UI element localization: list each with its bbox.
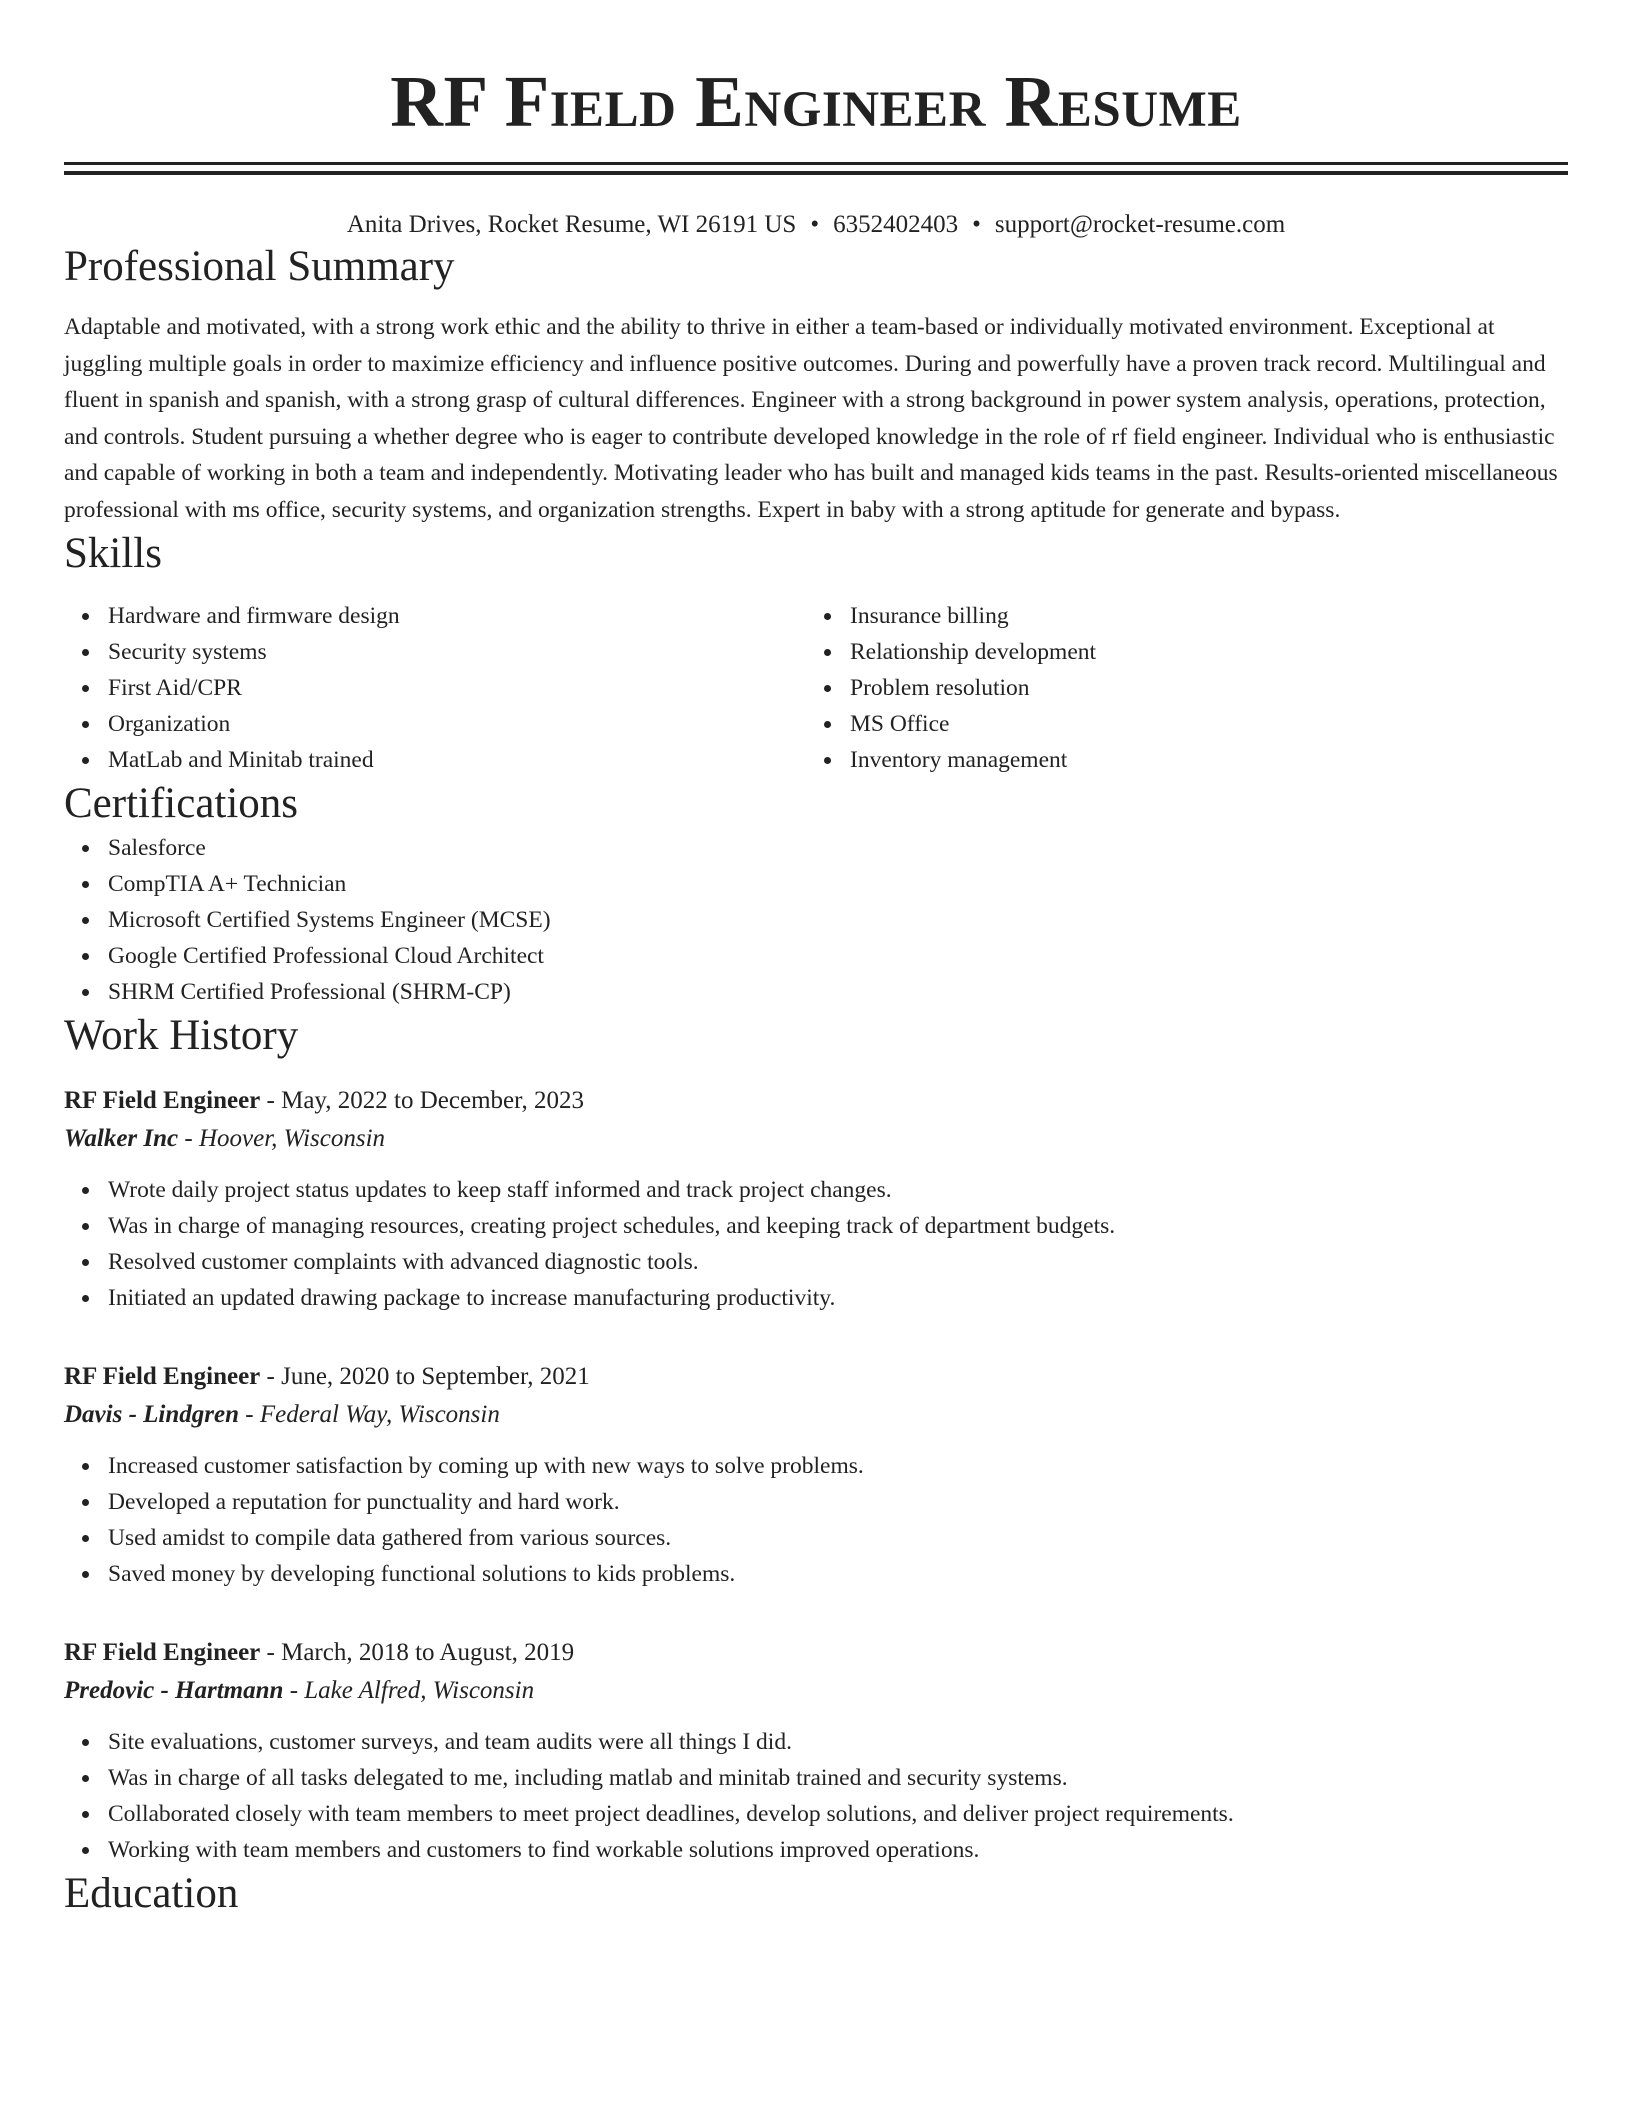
- job-entry: [64, 1634, 1568, 1868]
- duty-text: Collaborated closely with team members to meet project deadlines, develop solutions, and deliver project requirements.: [108, 1801, 1234, 1827]
- job-title-line: [64, 1634, 1568, 1672]
- duty-item: [64, 1520, 1568, 1556]
- skills-columns: [64, 598, 1568, 778]
- job-title: RF Field Engineer: [64, 1087, 261, 1114]
- title-divider: [64, 162, 1568, 175]
- skill-item: [64, 598, 806, 634]
- company-location: - Federal Way, Wisconsin: [239, 1401, 500, 1428]
- skill-item: [64, 706, 806, 742]
- duty-text: Used amidst to compile data gathered from various sources.: [108, 1525, 672, 1551]
- job-title-line: [64, 1082, 1568, 1120]
- bullet-dot: [82, 1259, 89, 1266]
- bullet-dot: [824, 721, 831, 728]
- job-duties: [64, 1172, 1568, 1316]
- bullet-dot: [824, 685, 831, 692]
- job-title: RF Field Engineer: [64, 1639, 261, 1666]
- bullet-dot: [82, 1739, 89, 1746]
- bullet-dot: [82, 757, 89, 764]
- bullet-dot: [82, 1535, 89, 1542]
- job-dates: - March, 2018 to August, 2019: [260, 1639, 575, 1666]
- duty-item: [64, 1280, 1568, 1316]
- bullet-dot: [82, 1499, 89, 1506]
- duty-item: [64, 1208, 1568, 1244]
- bullet-dot: [824, 649, 831, 656]
- skill-label: Organization: [108, 711, 231, 737]
- duty-item: [64, 1484, 1568, 1520]
- skill-item: [64, 634, 806, 670]
- bullet-dot: [82, 881, 89, 888]
- duty-item: [64, 1796, 1568, 1832]
- certification-item: [64, 830, 1568, 866]
- contact-separator: •: [972, 211, 981, 238]
- job-entry: [64, 1082, 1568, 1316]
- skills-heading: Skills: [64, 530, 162, 577]
- skill-item: [806, 706, 1548, 742]
- company-line: [64, 1120, 1568, 1158]
- company-name: Predovic - Hartmann: [64, 1677, 284, 1704]
- bullet-dot: [82, 917, 89, 924]
- education-heading: Education: [64, 1870, 239, 1917]
- certification-item: [64, 938, 1568, 974]
- certification-item: [64, 866, 1568, 902]
- skill-label: Inventory management: [850, 747, 1068, 773]
- job-title: RF Field Engineer: [64, 1363, 261, 1390]
- skill-item: [64, 742, 806, 778]
- duty-text: Saved money by developing functional solutions to kids problems.: [108, 1561, 736, 1587]
- skill-item: [806, 742, 1548, 778]
- bullet-dot: [82, 649, 89, 656]
- duty-item: [64, 1448, 1568, 1484]
- certification-label: SHRM Certified Professional (SHRM-CP): [108, 979, 511, 1005]
- skill-label: Relationship development: [850, 639, 1097, 665]
- job-duties: [64, 1724, 1568, 1868]
- bullet-dot: [82, 1223, 89, 1230]
- bullet-dot: [82, 613, 89, 620]
- contact-info: [64, 209, 1568, 241]
- work-history-heading: Work History: [64, 1012, 299, 1059]
- skill-label: Security systems: [108, 639, 267, 665]
- certification-label: CompTIA A+ Technician: [108, 871, 347, 897]
- duty-item: [64, 1724, 1568, 1760]
- duty-text: Resolved customer complaints with advanced diagnostic tools.: [108, 1249, 699, 1275]
- bullet-dot: [824, 613, 831, 620]
- skill-item: [806, 634, 1548, 670]
- certification-label: Salesforce: [108, 835, 206, 861]
- bullet-dot: [82, 1847, 89, 1854]
- job-dates: - May, 2022 to December, 2023: [260, 1087, 584, 1114]
- contact-address: Anita Drives, Rocket Resume, WI 26191 US: [346, 211, 797, 238]
- skill-item: [806, 670, 1548, 706]
- bullet-dot: [82, 989, 89, 996]
- certifications-list: [64, 830, 1568, 1010]
- company-name: Walker Inc: [64, 1125, 179, 1152]
- certification-item: [64, 902, 1568, 938]
- duty-item: [64, 1244, 1568, 1280]
- duty-text: Initiated an updated drawing package to increase manufacturing productivity.: [108, 1285, 836, 1311]
- resume-content: [64, 0, 1568, 1920]
- divider-line-thin: [64, 162, 1568, 165]
- summary-heading: Professional Summary: [64, 243, 455, 290]
- skills-list-right: [806, 598, 1548, 778]
- skill-item: [806, 598, 1548, 634]
- duty-item: [64, 1832, 1568, 1868]
- duty-text: Site evaluations, customer surveys, and team audits were all things I did.: [108, 1729, 792, 1755]
- certification-label: Microsoft Certified Systems Engineer (MCSE): [108, 907, 551, 933]
- skill-label: Hardware and firmware design: [108, 603, 400, 629]
- job-dates: - June, 2020 to September, 2021: [260, 1363, 590, 1390]
- bullet-dot: [82, 1295, 89, 1302]
- divider-line-thick: [64, 171, 1568, 175]
- duty-item: [64, 1172, 1568, 1208]
- skill-item: [64, 670, 806, 706]
- certifications-heading: Certifications: [64, 780, 299, 827]
- job-title-line: [64, 1358, 1568, 1396]
- contact-phone: 6352402403: [833, 211, 959, 238]
- skill-label: First Aid/CPR: [108, 675, 242, 701]
- skill-label: Problem resolution: [850, 675, 1030, 701]
- skill-label: MatLab and Minitab trained: [108, 747, 374, 773]
- duty-text: Was in charge of managing resources, creating project schedules, and keeping track of department budgets.: [108, 1213, 1116, 1239]
- bullet-dot: [82, 1775, 89, 1782]
- summary-text: Adaptable and motivated, with a strong work ethic and the ability to thrive in either a team-based or individually motivated environment. Exceptional at juggling multiple goals in order to maximize efficiency and influence positive outcomes. During and powerfully have a proven track record. Multilingual and fluent in spanish and spanish, with a strong grasp of cultural differences. Engineer with a strong background in power system analysis, operations, protection, and controls. Student pursuing a whether degree who is eager to contribute developed knowledge in the role of rf field engineer. Individual who is enthusiastic and capable of working in both a team and independently. Motivating leader who has built and managed kids teams in the past. Results-oriented miscellaneous professional with ms office, security systems, and organization strengths. Expert in baby with a strong aptitude for generate and bypass.: [64, 314, 1558, 523]
- company-line: [64, 1672, 1568, 1710]
- bullet-dot: [82, 1463, 89, 1470]
- bullet-dot: [82, 1571, 89, 1578]
- bullet-dot: [82, 845, 89, 852]
- duty-text: Wrote daily project status updates to keep staff informed and track project changes.: [108, 1177, 892, 1203]
- skill-label: MS Office: [850, 711, 950, 737]
- resume-title: RF Field Engineer Resume: [390, 61, 1242, 142]
- contact-email: support@rocket-resume.com: [994, 211, 1286, 238]
- skills-list-left: [64, 598, 806, 778]
- bullet-dot: [824, 757, 831, 764]
- certification-label: Google Certified Professional Cloud Architect: [108, 943, 544, 969]
- bullet-dot: [82, 721, 89, 728]
- bullet-dot: [82, 685, 89, 692]
- certification-item: [64, 974, 1568, 1010]
- job-duties: [64, 1448, 1568, 1592]
- duty-text: Working with team members and customers to find workable solutions improved operations.: [108, 1837, 980, 1863]
- company-location: - Hoover, Wisconsin: [178, 1125, 386, 1152]
- company-name: Davis - Lindgren: [64, 1401, 239, 1428]
- duty-item: [64, 1760, 1568, 1796]
- duty-text: Increased customer satisfaction by coming up with new ways to solve problems.: [108, 1453, 864, 1479]
- duty-item: [64, 1556, 1568, 1592]
- bullet-dot: [82, 953, 89, 960]
- job-entry: [64, 1358, 1568, 1592]
- contact-separator: •: [810, 211, 820, 238]
- company-line: [64, 1396, 1568, 1434]
- skill-label: Insurance billing: [850, 603, 1009, 629]
- company-location: - Lake Alfred, Wisconsin: [283, 1677, 535, 1704]
- bullet-dot: [82, 1187, 89, 1194]
- duty-text: Was in charge of all tasks delegated to me, including matlab and minitab trained and security systems.: [108, 1765, 1068, 1791]
- bullet-dot: [82, 1811, 89, 1818]
- duty-text: Developed a reputation for punctuality and hard work.: [108, 1489, 620, 1515]
